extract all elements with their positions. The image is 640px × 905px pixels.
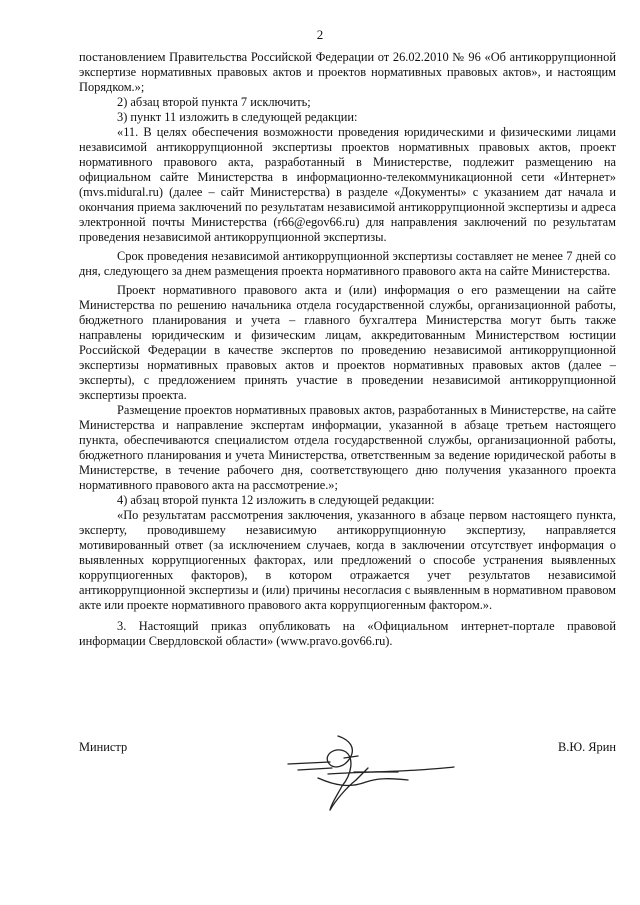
page-number: 2 [316,27,324,42]
paragraph-continuation: постановлением Правительства Российской Федерации от 26.02.2010 № 96 «Об антикоррупционной экспертизе нормативных правовых актов и проектов нормативных правовых актов», и настоящим Порядком.»; [79,50,616,94]
paragraph-project-info: Проект нормативного правового акта и (или) информация о его размещении на сайте Министерства по решению начальника отдела государственной службы, организационной работы, бюджетного планирования и учета – главного бухгалтера Министерства могут быть также направлены юридическим и физическим лицам, аккредитованным Министерством юстиции Российской Федерации в качестве экспертов по проведению независимой антикоррупционной экспертизы нормативных правовых актов и проектов нормативных правовых актов (далее – эксперты), с предложением принять участие в проведении независимой антикоррупционной экспертизы проекта. [79,283,616,402]
signatory-position: Министр [79,740,128,754]
paragraph-term: Срок проведения независимой антикоррупционной экспертизы составляет не менее 7 дней со дня, следующего за днем размещения проекта нормативного правового акта на сайте Министерства. [79,249,616,278]
paragraph-item-4: 4) абзац второй пункта 12 изложить в следующей редакции: [117,493,435,507]
paragraph-placement: Размещение проектов нормативных правовых актов, разработанных в Министерстве, на сайте Министерства и направление экспертам информации, указанной в абзаце третьем настоящего пункта, обеспечиваются специалистом отдела государственной службы, организационной работы, бюджетного планирования и учета Министерства, ответственным за ведение юридической работы в Министерстве, в течение рабочего дня, соответствующего дню получения указанного проекта нормативного правового акта на рассмотрение.»; [79,403,616,492]
document-body [79,50,616,649]
paragraph-item-3: 3) пункт 11 изложить в следующей редакции: [117,110,358,124]
handwritten-signature-image [258,728,458,820]
paragraph-item-2: 2) абзац второй пункта 7 исключить; [117,95,311,109]
paragraph-publication: 3. Настоящий приказ опубликовать на «Официальном интернет-портале правовой информации Свердловской области» (www.pravo.gov66.ru). [79,619,616,648]
paragraph-point-11: «11. В целях обеспечения возможности проведения юридическими и физическими лицами независимой антикоррупционной экспертизы проектов нормативных правовых актов, проект нормативного правового акта, разработанный в Министерстве, подлежит размещению на официальном сайте Министерства в информационно-телекоммуникационной сети «Интернет» (mvs.midural.ru) (далее – сайт Министерства) в разделе «Документы» с указанием дат начала и окончания приема заключений по результатам независимой антикоррупционной экспертизы и адреса электронной почты Министерства (r66@egov66.ru) для направления заключений по результатам проведения независимой антикоррупционной экспертизы. [79,125,616,244]
signatory-name: В.Ю. Ярин [557,740,616,754]
paragraph-results: «По результатам рассмотрения заключения, указанного в абзаце первом настоящего пункта, эксперту, проводившему независимую антикоррупционную экспертизу, направляется мотивированный ответ (за исключением случаев, когда в заключении отсутствует информация о выявленных коррупциогенных факторах, или предложений о способе устранения выявленных коррупциогенных факторов), в котором отражается учет результатов независимой антикоррупционной экспертизы и (или) причины несогласия с выявленным в нормативном правовом акте или проекте нормативного правового акта коррупциогенным фактором.». [79,508,616,612]
